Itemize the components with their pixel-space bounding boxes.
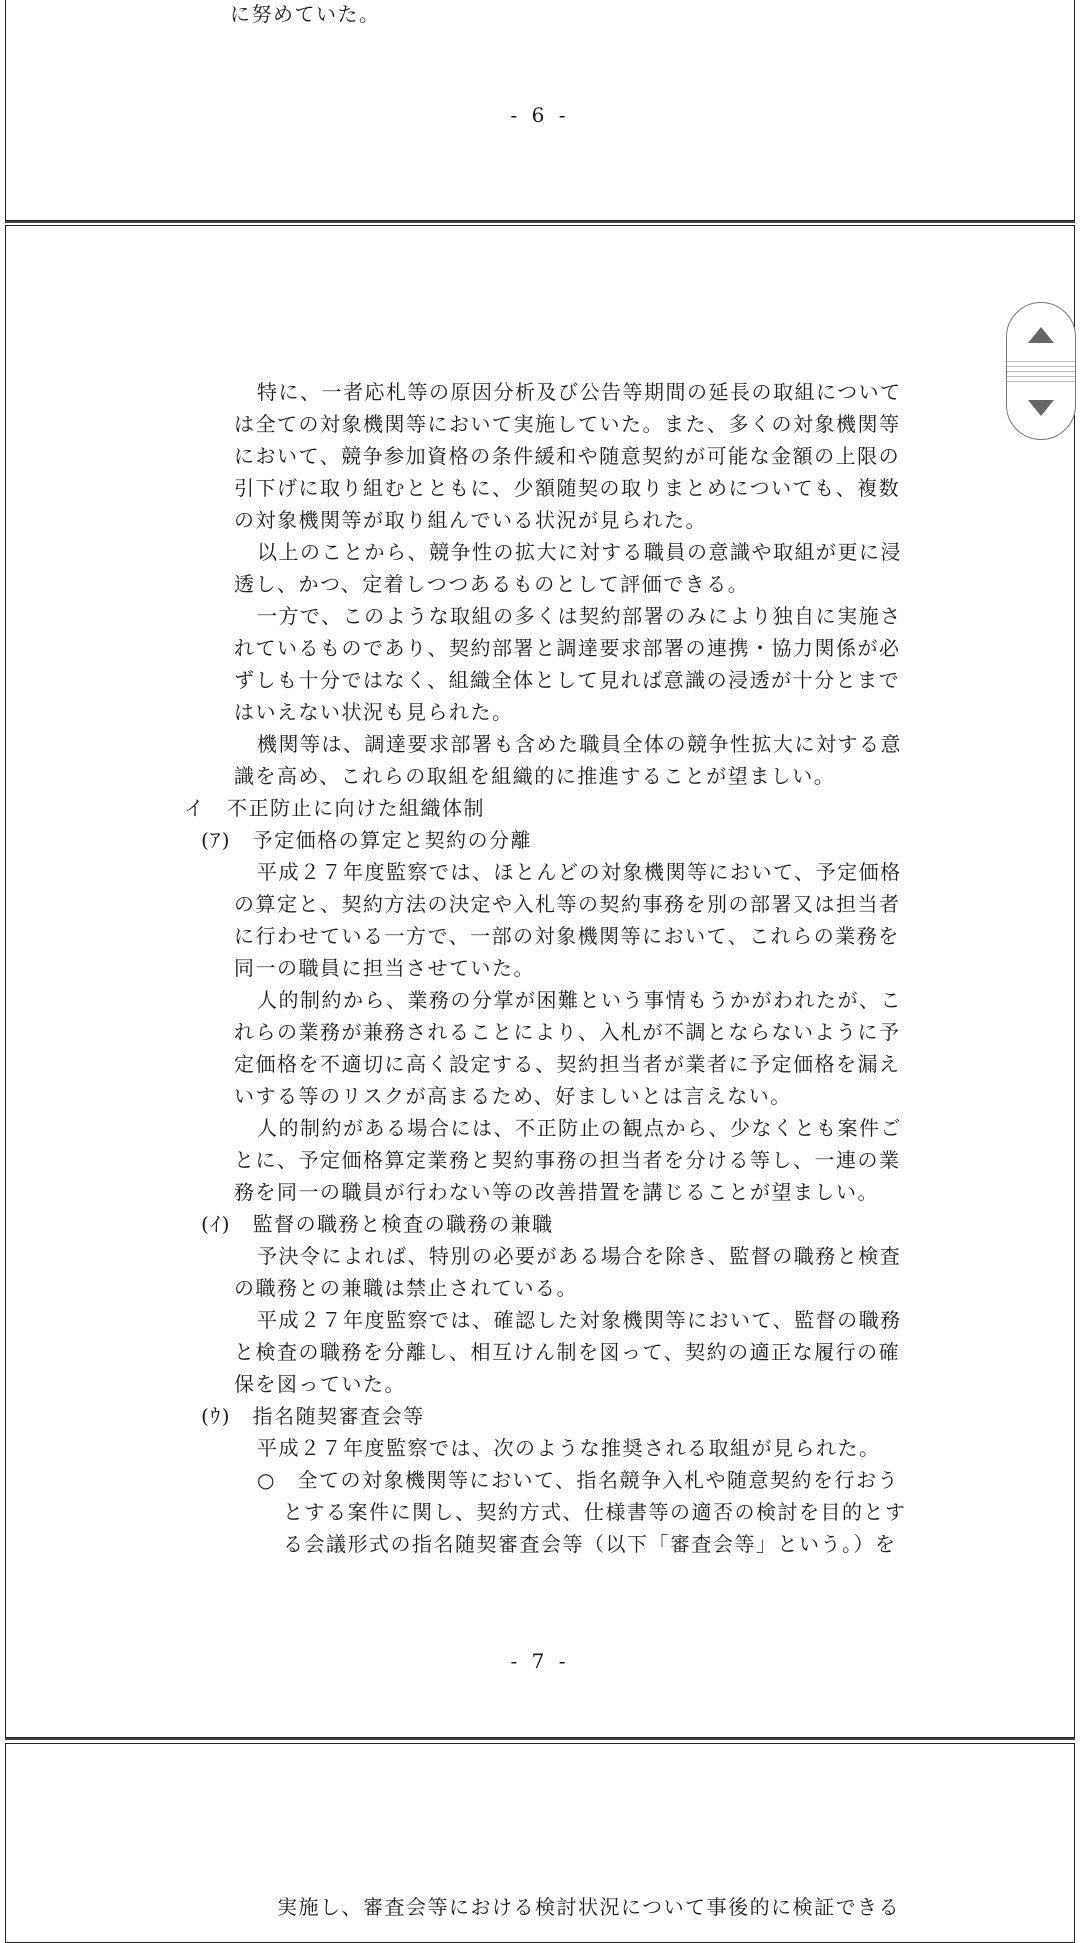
text-line: (ｳ) 指名随契審査会等: [201, 1404, 425, 1428]
text-line: に努めていた。: [230, 2, 381, 26]
text-line: は全ての対象機関等において実施していた。また、多くの対象機関等: [234, 412, 901, 436]
text-line: る会議形式の指名随契審査会等（以下「審査会等」という。）を: [283, 1532, 897, 1556]
text-line: 特に、一者応札等の原因分析及び公告等期間の延長の取組について: [257, 380, 902, 404]
text-line: と検査の職務を分離し、相互けん制を図って、契約の適正な履行の確: [234, 1340, 901, 1364]
scroll-grip-line: [1007, 376, 1075, 377]
text-line: 実施し、審査会等における検討状況について事後的に検証できる: [277, 1895, 901, 1919]
text-line: 平成２７年度監察では、ほとんどの対象機関等において、予定価格: [257, 860, 902, 884]
text-line: 平成２７年度監察では、次のような推奨される取組が見られた。: [257, 1436, 881, 1460]
scroll-grip-line: [1007, 361, 1075, 362]
page-number: - 6 -: [510, 103, 570, 127]
text-line: 予決令によれば、特別の必要がある場合を除き、監督の職務と検査: [257, 1244, 902, 1268]
text-line: 以上のことから、競争性の拡大に対する職員の意識や取組が更に浸: [257, 540, 902, 564]
text-line: 透し、かつ、定着しつつあるものとして評価できる。: [234, 572, 750, 596]
text-line: とする案件に関し、契約方式、仕様書等の適否の検討を目的とす: [283, 1500, 907, 1524]
text-line: の算定と、契約方法の決定や入札等の契約事務を別の部署又は担当者: [234, 892, 901, 916]
text-line: (ｱ) 予定価格の算定と契約の分離: [201, 828, 533, 852]
text-line: 人的制約から、業務の分掌が困難という事情もうかがわれたが、こ: [257, 988, 902, 1012]
page-number: - 7 -: [510, 1649, 570, 1673]
text-line: の職務との兼職は禁止されている。: [234, 1276, 578, 1300]
scroll-grip-line: [1007, 371, 1075, 372]
text-line: (ｲ) 監督の職務と検査の職務の兼職: [201, 1212, 554, 1236]
document-page-6: [5, 0, 1075, 221]
text-line: の対象機関等が取り組んでいる状況が見られた。: [234, 508, 707, 532]
text-line: いする等のリスクが高まるため、好ましいとは言えない。: [234, 1084, 792, 1108]
scroll-grip-line: [1007, 366, 1075, 367]
text-line: れらの業務が兼務されることにより、入札が不調とならないように予: [234, 1020, 901, 1044]
scroll-grip-line: [1007, 381, 1075, 382]
text-line: はいえない状況も見られた。: [234, 700, 514, 724]
document-page-7: [5, 225, 1075, 1738]
text-line: において、競争参加資格の条件緩和や随意契約が可能な金額の上限の: [234, 444, 901, 468]
text-line: 機関等は、調達要求部署も含めた職員全体の競争性拡大に対する意: [257, 732, 902, 756]
text-line: イ 不正防止に向けた組織体制: [184, 796, 485, 820]
text-line: れているものであり、契約部署と調達要求部署の連携・協力関係が必: [234, 636, 901, 660]
text-line: 識を高め、これらの取組を組織的に推進することが望ましい。: [234, 764, 836, 788]
page-scroll-control[interactable]: [1006, 302, 1076, 440]
text-line: 引下げに取り組むとともに、少額随契の取りまとめについても、複数: [234, 476, 901, 500]
text-line: 人的制約がある場合には、不正防止の観点から、少なくとも案件ご: [257, 1116, 902, 1140]
text-line: 同一の職員に担当させていた。: [234, 956, 535, 980]
text-line: とに、予定価格算定業務と契約事務の担当者を分ける等し、一連の業: [234, 1148, 901, 1172]
text-line: 保を図っていた。: [234, 1372, 406, 1396]
text-line: 務を同一の職員が行わない等の改善措置を講じることが望ましい。: [234, 1180, 879, 1204]
triangle-down-icon[interactable]: [1028, 400, 1054, 416]
text-line: 一方で、このような取組の多くは契約部署のみにより独自に実施さ: [257, 604, 902, 628]
text-line: 定価格を不適切に高く設定する、契約担当者が業者に予定価格を漏え: [234, 1052, 901, 1076]
text-line: ずしも十分ではなく、組織全体として見れば意識の浸透が十分とまで: [234, 668, 901, 692]
triangle-up-icon[interactable]: [1028, 327, 1054, 343]
text-line: ○ 全ての対象機関等において、指名競争入札や随意契約を行おう: [257, 1468, 900, 1492]
text-line: に行わせている一方で、一部の対象機関等において、これらの業務を: [234, 924, 900, 948]
document-page-8: [5, 1743, 1075, 1943]
text-line: 平成２７年度監察では、確認した対象機関等において、監督の職務: [257, 1308, 902, 1332]
